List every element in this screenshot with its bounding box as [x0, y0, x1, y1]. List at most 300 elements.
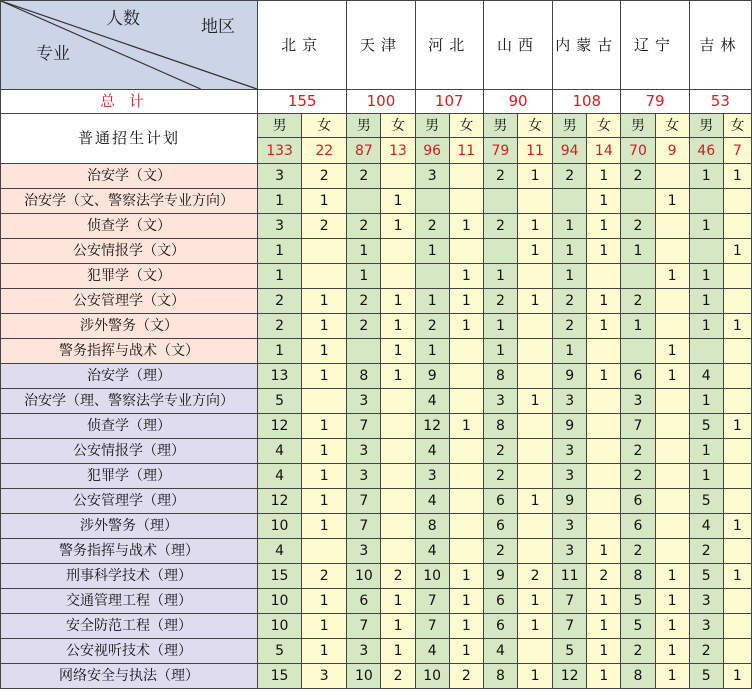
table-row [1, 289, 752, 314]
quota-cell: 3 [553, 514, 587, 539]
quota-cell: 1 [415, 289, 449, 314]
quota-cell: 1 [587, 614, 621, 639]
quota-cell: 1 [302, 514, 347, 539]
plan-value: 46 [689, 138, 723, 164]
quota-cell: 1 [381, 289, 415, 314]
quota-cell: 3 [621, 389, 655, 414]
corner-major-label: 专业 [36, 44, 70, 64]
quota-cell: 1 [449, 314, 483, 339]
quota-cell: 4 [257, 464, 301, 489]
quota-cell [483, 189, 517, 214]
quota-cell: 1 [689, 264, 723, 289]
quota-cell: 1 [723, 564, 751, 589]
quota-cell [347, 189, 381, 214]
quota-cell: 1 [655, 264, 689, 289]
plan-value: 94 [553, 138, 587, 164]
quota-cell [449, 189, 483, 214]
quota-cell [587, 439, 621, 464]
quota-cell: 7 [553, 589, 587, 614]
quota-cell: 2 [553, 289, 587, 314]
quota-cell: 3 [689, 614, 723, 639]
quota-cell: 1 [302, 639, 347, 664]
plan-value: 14 [587, 138, 621, 164]
region-header: 辽宁 [621, 1, 689, 90]
plan-value: 22 [302, 138, 347, 164]
quota-cell: 1 [302, 439, 347, 464]
quota-cell [381, 264, 415, 289]
quota-cell: 2 [483, 289, 517, 314]
quota-cell: 1 [689, 314, 723, 339]
quota-cell [381, 489, 415, 514]
quota-cell: 1 [517, 589, 552, 614]
region-header: 河北 [415, 1, 483, 90]
quota-cell [302, 264, 347, 289]
quota-cell: 1 [415, 339, 449, 364]
plan-value: 79 [483, 138, 517, 164]
table-row [1, 314, 752, 339]
quota-cell: 1 [587, 664, 621, 689]
quota-cell: 8 [483, 664, 517, 689]
quota-cell [449, 539, 483, 564]
quota-cell: 5 [621, 589, 655, 614]
quota-cell: 8 [483, 414, 517, 439]
quota-cell: 1 [655, 589, 689, 614]
quota-cell: 5 [257, 639, 301, 664]
quota-cell [723, 214, 751, 239]
quota-cell: 3 [347, 389, 381, 414]
male-header: 男 [621, 114, 655, 138]
quota-cell: 4 [415, 639, 449, 664]
region-total: 100 [347, 90, 415, 114]
quota-cell: 2 [347, 314, 381, 339]
quota-cell: 10 [347, 564, 381, 589]
quota-cell [655, 414, 689, 439]
quota-cell [381, 164, 415, 189]
quota-cell: 1 [553, 264, 587, 289]
quota-cell: 1 [449, 214, 483, 239]
quota-cell [517, 189, 552, 214]
quota-cell: 1 [483, 264, 517, 289]
quota-cell [587, 489, 621, 514]
quota-cell: 1 [723, 514, 751, 539]
plan-value: 7 [723, 138, 751, 164]
quota-cell: 1 [587, 289, 621, 314]
quota-cell: 1 [587, 314, 621, 339]
quota-cell [517, 439, 552, 464]
quota-cell [587, 464, 621, 489]
quota-cell: 12 [257, 489, 301, 514]
major-name: 公安管理学（文） [1, 289, 258, 314]
quota-cell: 2 [587, 564, 621, 589]
female-header: 女 [381, 114, 415, 138]
quota-cell: 2 [483, 539, 517, 564]
male-header: 男 [553, 114, 587, 138]
quota-cell: 1 [381, 614, 415, 639]
female-header: 女 [302, 114, 347, 138]
quota-cell: 13 [257, 364, 301, 389]
quota-cell: 1 [302, 464, 347, 489]
quota-cell: 1 [517, 389, 552, 414]
quota-cell [587, 389, 621, 414]
quota-cell: 3 [347, 439, 381, 464]
quota-cell: 1 [257, 339, 301, 364]
major-name: 治安学（理、警察法学专业方向） [1, 389, 258, 414]
quota-cell: 2 [302, 164, 347, 189]
quota-cell: 3 [347, 639, 381, 664]
quota-cell: 3 [553, 389, 587, 414]
female-header: 女 [449, 114, 483, 138]
plan-value: 11 [449, 138, 483, 164]
quota-cell: 1 [587, 364, 621, 389]
major-name: 侦查学（理） [1, 414, 258, 439]
table-row [1, 639, 752, 664]
plan-value: 87 [347, 138, 381, 164]
quota-cell: 1 [587, 639, 621, 664]
quota-cell: 1 [449, 614, 483, 639]
quota-cell: 9 [553, 364, 587, 389]
female-header: 女 [517, 114, 552, 138]
quota-cell: 1 [302, 489, 347, 514]
quota-cell: 1 [381, 639, 415, 664]
quota-cell: 1 [689, 389, 723, 414]
quota-cell: 10 [347, 664, 381, 689]
quota-cell [655, 239, 689, 264]
quota-cell [449, 489, 483, 514]
quota-cell: 2 [347, 214, 381, 239]
quota-cell: 2 [483, 464, 517, 489]
quota-cell: 1 [449, 564, 483, 589]
quota-cell: 1 [302, 289, 347, 314]
quota-cell: 1 [449, 289, 483, 314]
quota-cell: 2 [347, 289, 381, 314]
quota-cell [517, 464, 552, 489]
quota-cell: 1 [517, 164, 552, 189]
quota-cell: 1 [302, 589, 347, 614]
quota-cell [347, 339, 381, 364]
quota-cell [449, 339, 483, 364]
quota-cell: 1 [347, 239, 381, 264]
quota-cell [449, 364, 483, 389]
plan-value: 13 [381, 138, 415, 164]
quota-cell: 2 [621, 289, 655, 314]
quota-cell: 10 [257, 589, 301, 614]
quota-cell: 2 [257, 314, 301, 339]
plan-value: 11 [517, 138, 552, 164]
male-header: 男 [483, 114, 517, 138]
table-row [1, 614, 752, 639]
quota-cell: 1 [689, 439, 723, 464]
quota-cell: 1 [257, 264, 301, 289]
quota-cell: 1 [621, 314, 655, 339]
plan-value: 9 [655, 138, 689, 164]
quota-cell: 1 [517, 489, 552, 514]
quota-cell: 1 [381, 364, 415, 389]
quota-cell: 2 [302, 214, 347, 239]
quota-cell [655, 214, 689, 239]
quota-cell: 1 [449, 264, 483, 289]
major-name: 公安情报学（文） [1, 239, 258, 264]
region-total: 53 [689, 90, 751, 114]
quota-cell [621, 264, 655, 289]
quota-cell: 7 [621, 414, 655, 439]
quota-cell: 1 [689, 214, 723, 239]
quota-cell: 1 [257, 189, 301, 214]
quota-cell: 1 [655, 564, 689, 589]
quota-cell: 2 [302, 564, 347, 589]
quota-cell: 3 [347, 539, 381, 564]
quota-cell: 4 [415, 489, 449, 514]
quota-cell: 12 [553, 664, 587, 689]
quota-cell [517, 414, 552, 439]
quota-cell: 5 [553, 639, 587, 664]
major-name: 犯罪学（理） [1, 464, 258, 489]
table-row [1, 339, 752, 364]
region-header: 吉林 [689, 1, 751, 90]
quota-cell [449, 514, 483, 539]
major-name: 交通管理工程（理） [1, 589, 258, 614]
quota-cell: 1 [587, 539, 621, 564]
quota-cell: 1 [621, 239, 655, 264]
quota-cell: 1 [655, 664, 689, 689]
totals-row [1, 90, 752, 114]
table-row [1, 539, 752, 564]
quota-cell: 1 [553, 239, 587, 264]
quota-cell: 11 [553, 564, 587, 589]
quota-cell: 1 [723, 239, 751, 264]
quota-cell: 2 [621, 164, 655, 189]
table-row [1, 164, 752, 189]
quota-cell: 3 [257, 214, 301, 239]
quota-cell: 1 [587, 589, 621, 614]
quota-cell [723, 489, 751, 514]
quota-cell: 3 [689, 589, 723, 614]
quota-cell [415, 189, 449, 214]
quota-cell [449, 164, 483, 189]
quota-cell: 4 [257, 539, 301, 564]
quota-cell: 1 [449, 589, 483, 614]
plan-value: 70 [621, 138, 655, 164]
quota-cell [655, 514, 689, 539]
quota-cell: 7 [347, 614, 381, 639]
major-name: 网络安全与执法（理） [1, 664, 258, 689]
corner-header-cell [1, 1, 258, 90]
quota-cell [655, 439, 689, 464]
quota-cell: 1 [302, 364, 347, 389]
quota-cell: 1 [381, 214, 415, 239]
region-total: 107 [415, 90, 483, 114]
major-name: 公安管理学（理） [1, 489, 258, 514]
quota-cell: 2 [621, 639, 655, 664]
table-row [1, 364, 752, 389]
quota-cell: 1 [689, 289, 723, 314]
quota-cell: 5 [689, 414, 723, 439]
quota-cell: 3 [483, 389, 517, 414]
quota-cell: 4 [689, 514, 723, 539]
quota-cell: 1 [517, 214, 552, 239]
quota-cell: 4 [483, 639, 517, 664]
quota-cell [381, 439, 415, 464]
major-name: 治安学（文） [1, 164, 258, 189]
quota-cell: 5 [689, 664, 723, 689]
quota-cell [723, 289, 751, 314]
quota-cell: 1 [587, 214, 621, 239]
quota-cell: 8 [415, 514, 449, 539]
plan-value: 133 [257, 138, 301, 164]
quota-cell [723, 614, 751, 639]
quota-cell: 10 [257, 514, 301, 539]
table-row [1, 389, 752, 414]
male-header: 男 [689, 114, 723, 138]
gender-row [1, 114, 752, 138]
quota-cell: 12 [415, 414, 449, 439]
quota-cell: 1 [723, 164, 751, 189]
table-row [1, 264, 752, 289]
major-name: 侦查学（文） [1, 214, 258, 239]
quota-cell: 5 [621, 614, 655, 639]
quota-cell: 1 [553, 339, 587, 364]
quota-cell [517, 339, 552, 364]
table-row [1, 589, 752, 614]
quota-cell [689, 339, 723, 364]
quota-cell [483, 239, 517, 264]
quota-cell [655, 464, 689, 489]
quota-cell: 2 [347, 164, 381, 189]
quota-cell: 1 [381, 189, 415, 214]
quota-cell [587, 264, 621, 289]
quota-cell [723, 639, 751, 664]
quota-cell [381, 539, 415, 564]
quota-cell [723, 189, 751, 214]
table-row [1, 439, 752, 464]
quota-cell: 6 [621, 514, 655, 539]
region-header: 山西 [483, 1, 552, 90]
quota-cell: 8 [621, 664, 655, 689]
quota-cell: 9 [553, 489, 587, 514]
quota-cell [621, 339, 655, 364]
quota-cell [517, 264, 552, 289]
major-name: 公安情报学（理） [1, 439, 258, 464]
quota-cell: 1 [689, 464, 723, 489]
quota-cell [415, 264, 449, 289]
corner-region-label: 地区 [201, 17, 235, 37]
quota-cell: 7 [347, 489, 381, 514]
quota-cell: 1 [381, 339, 415, 364]
quota-cell: 3 [553, 539, 587, 564]
female-header: 女 [655, 114, 689, 138]
quota-cell [655, 164, 689, 189]
corner-count-label: 人数 [106, 9, 140, 29]
quota-cell: 4 [257, 439, 301, 464]
table-row [1, 664, 752, 689]
quota-cell: 1 [655, 364, 689, 389]
quota-cell: 2 [621, 464, 655, 489]
quota-cell: 4 [415, 439, 449, 464]
header-row [1, 1, 752, 90]
male-header: 男 [347, 114, 381, 138]
quota-cell [621, 189, 655, 214]
quota-cell: 2 [517, 564, 552, 589]
quota-cell [302, 389, 347, 414]
male-header: 男 [415, 114, 449, 138]
quota-cell [723, 364, 751, 389]
quota-cell [381, 389, 415, 414]
quota-cell: 3 [347, 464, 381, 489]
quota-cell: 1 [655, 339, 689, 364]
quota-cell: 1 [302, 339, 347, 364]
quota-cell: 3 [302, 664, 347, 689]
quota-cell: 6 [483, 514, 517, 539]
quota-cell: 10 [415, 664, 449, 689]
quota-cell: 9 [415, 364, 449, 389]
region-total: 155 [257, 90, 346, 114]
quota-cell: 15 [257, 664, 301, 689]
quota-cell [689, 239, 723, 264]
quota-cell: 1 [655, 189, 689, 214]
quota-cell: 1 [587, 164, 621, 189]
table-row [1, 414, 752, 439]
quota-cell: 1 [381, 314, 415, 339]
quota-cell [449, 439, 483, 464]
quota-cell [723, 589, 751, 614]
quota-cell: 1 [347, 264, 381, 289]
quota-cell [655, 489, 689, 514]
quota-cell: 1 [449, 639, 483, 664]
quota-cell: 2 [621, 439, 655, 464]
female-header: 女 [723, 114, 751, 138]
table-row [1, 464, 752, 489]
quota-cell [449, 239, 483, 264]
major-name: 刑事科学技术（理） [1, 564, 258, 589]
quota-cell [517, 314, 552, 339]
quota-cell: 2 [621, 539, 655, 564]
major-name: 公安视听技术（理） [1, 639, 258, 664]
quota-cell: 8 [347, 364, 381, 389]
quota-cell: 4 [415, 389, 449, 414]
region-total: 108 [553, 90, 621, 114]
quota-cell [723, 439, 751, 464]
major-name: 警务指挥与战术（文） [1, 339, 258, 364]
quota-cell: 7 [347, 414, 381, 439]
totals-label: 总计 [1, 90, 258, 114]
quota-cell [517, 514, 552, 539]
female-header: 女 [587, 114, 621, 138]
quota-cell [723, 389, 751, 414]
quota-cell: 4 [415, 539, 449, 564]
quota-cell [381, 414, 415, 439]
quota-cell: 6 [483, 589, 517, 614]
quota-cell: 10 [415, 564, 449, 589]
major-name: 治安学（文、警察法学专业方向） [1, 189, 258, 214]
quota-cell: 1 [553, 214, 587, 239]
plan-value: 96 [415, 138, 449, 164]
quota-cell: 15 [257, 564, 301, 589]
quota-cell: 2 [483, 214, 517, 239]
quota-cell: 1 [587, 239, 621, 264]
quota-cell [517, 364, 552, 389]
quota-cell: 1 [689, 164, 723, 189]
quota-cell: 1 [415, 239, 449, 264]
table-row [1, 189, 752, 214]
quota-cell [655, 389, 689, 414]
quota-cell [517, 539, 552, 564]
table-row [1, 239, 752, 264]
quota-cell: 3 [553, 464, 587, 489]
quota-cell: 2 [483, 164, 517, 189]
quota-cell: 7 [415, 589, 449, 614]
quota-cell: 2 [553, 164, 587, 189]
quota-cell: 2 [415, 314, 449, 339]
quota-cell: 10 [257, 614, 301, 639]
